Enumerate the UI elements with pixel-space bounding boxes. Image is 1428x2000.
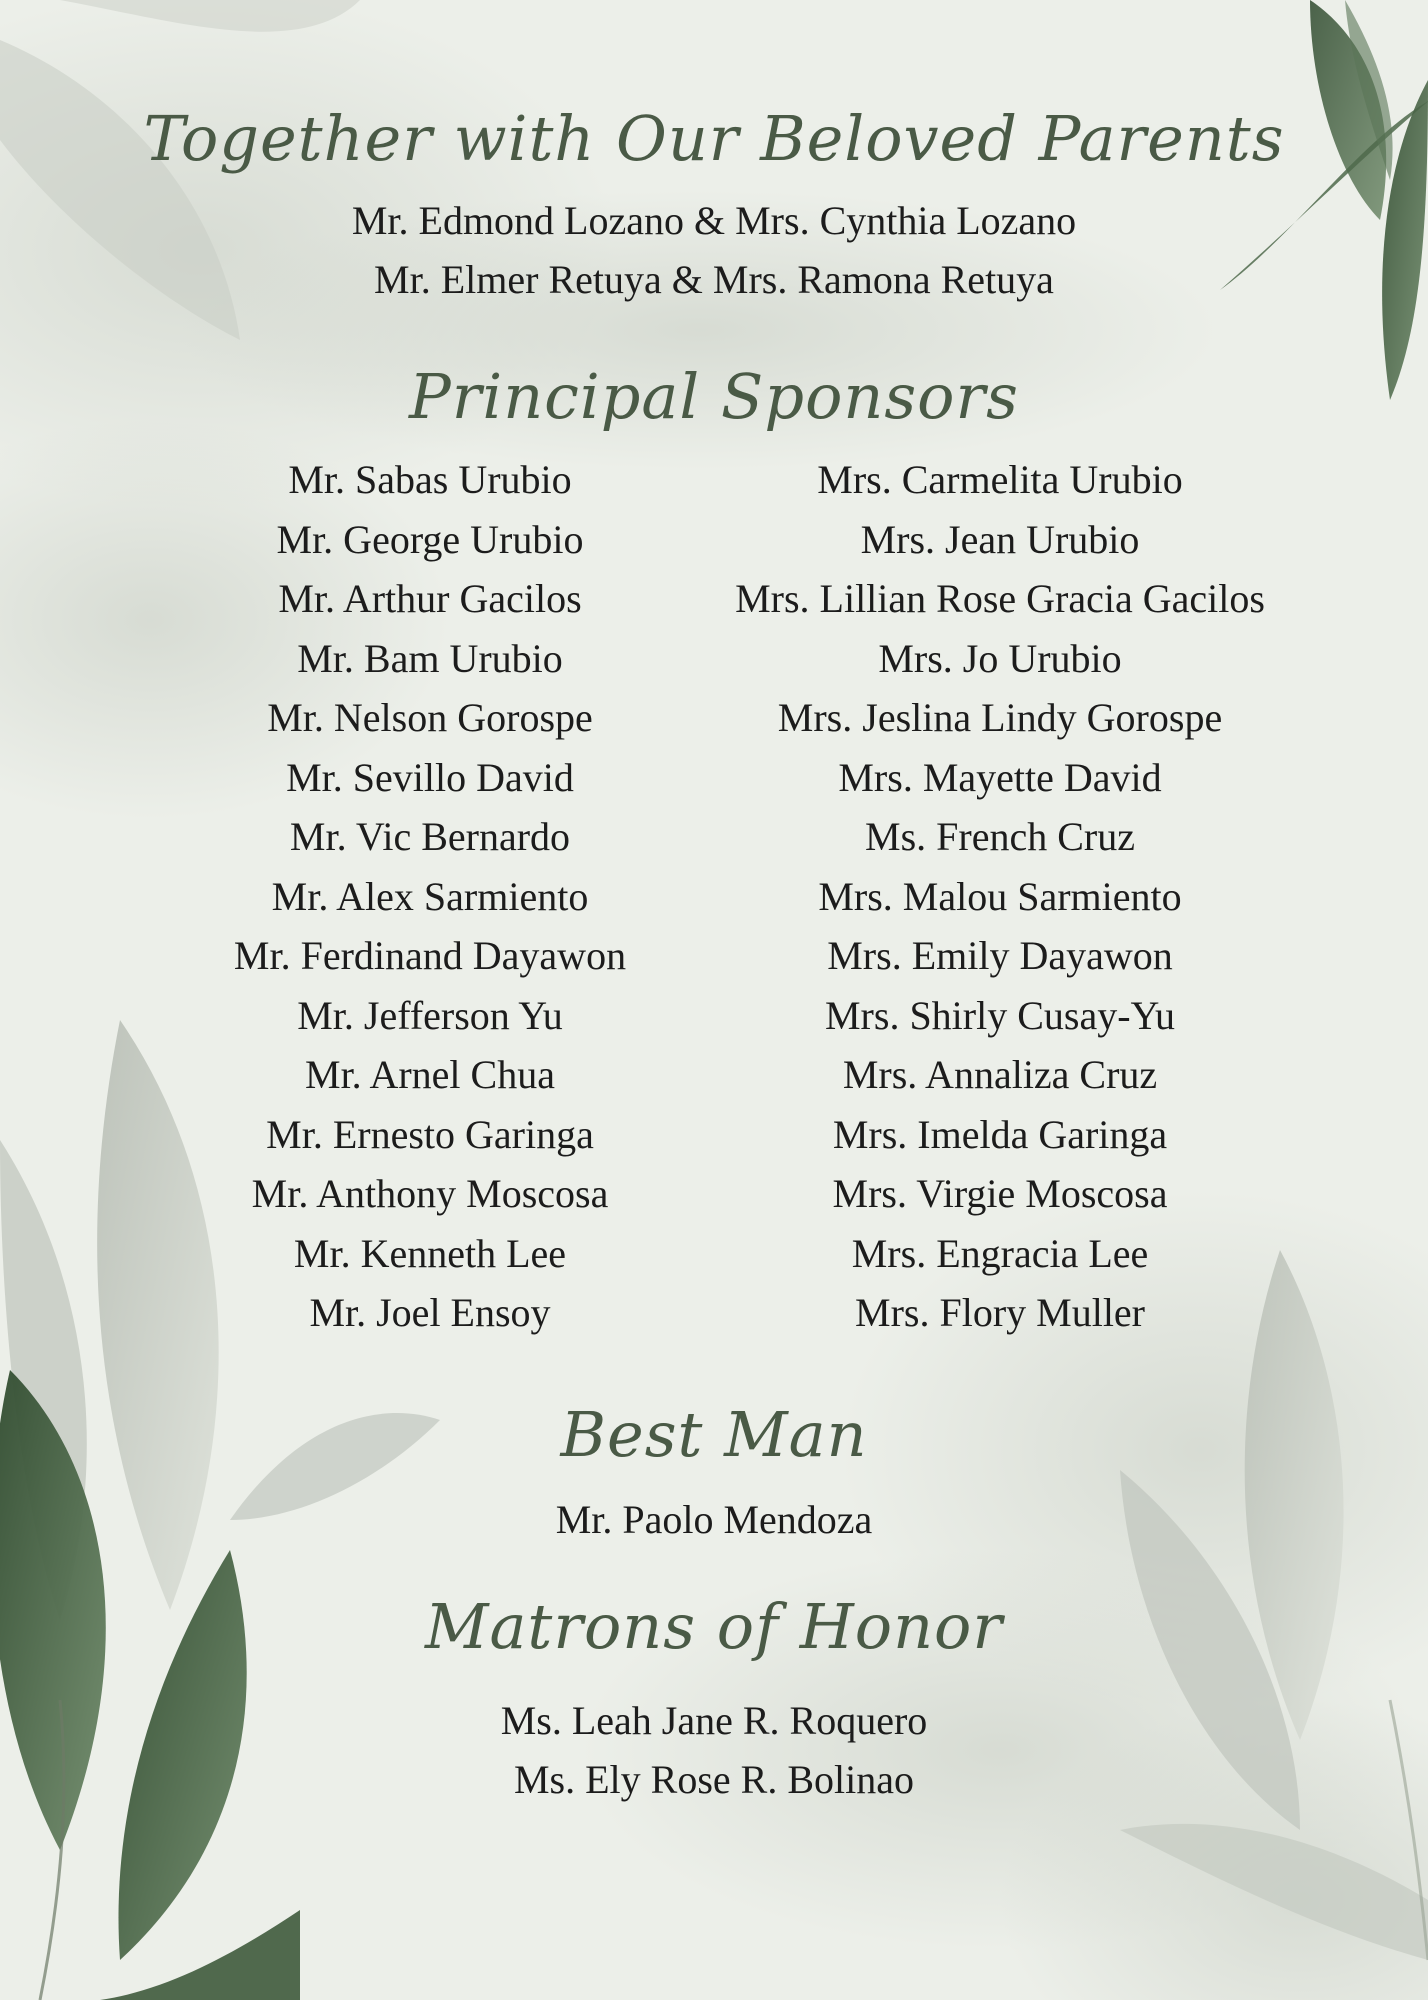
parents-line-2: Mr. Elmer Retuya & Mrs. Ramona Retuya bbox=[374, 257, 1054, 302]
sponsor-name: Mrs. Annaliza Cruz bbox=[842, 1052, 1158, 1097]
sponsors-heading: Principal Sponsors bbox=[409, 360, 1019, 433]
sponsor-name: Mr. Arthur Gacilos bbox=[278, 576, 582, 621]
matron-name-2: Ms. Ely Rose R. Bolinao bbox=[513, 1757, 915, 1802]
sponsor-name: Mr. Nelson Gorospe bbox=[267, 695, 593, 740]
sponsor-name: Mrs. Carmelita Urubio bbox=[817, 457, 1183, 502]
sponsor-name: Mrs. Mayette David bbox=[838, 754, 1162, 800]
sponsor-name: Mr. Anthony Moscosa bbox=[251, 1171, 609, 1216]
sponsor-name: Ms. French Cruz bbox=[865, 814, 1135, 859]
best-man-heading: Best Man bbox=[560, 1398, 868, 1471]
sponsor-name: Mrs. Imelda Garinga bbox=[832, 1111, 1168, 1157]
sponsor-name: Mr. Joel Ensoy bbox=[309, 1290, 551, 1335]
sponsor-name: Mr. Alex Sarmiento bbox=[271, 873, 589, 919]
sponsors-gentlemen-column bbox=[180, 452, 680, 1345]
sponsors-ladies-column bbox=[690, 452, 1310, 1345]
sponsor-name: Mr. Arnel Chua bbox=[305, 1052, 555, 1097]
sponsor-name: Mr. Vic Bernardo bbox=[289, 814, 571, 859]
sponsor-name: Mrs. Jean Urubio bbox=[860, 516, 1140, 562]
parents-heading: Together with Our Beloved Parents bbox=[143, 102, 1285, 175]
sponsor-name: Mr. Bam Urubio bbox=[297, 635, 563, 681]
sponsor-name: Mrs. Engracia Lee bbox=[851, 1230, 1149, 1276]
sponsor-name: Mr. Sabas Urubio bbox=[288, 457, 572, 502]
matrons-heading: Matrons of Honor bbox=[424, 1590, 1004, 1663]
sponsor-name: Mr. George Urubio bbox=[276, 516, 584, 562]
sponsor-name: Mr. Ernesto Garinga bbox=[266, 1111, 594, 1157]
sponsor-name: Mr. Kenneth Lee bbox=[293, 1230, 567, 1276]
parents-line-1: Mr. Edmond Lozano & Mrs. Cynthia Lozano bbox=[351, 198, 1077, 243]
sponsor-name: Mrs. Virgie Moscosa bbox=[832, 1171, 1168, 1216]
sponsor-name: Mrs. Emily Dayawon bbox=[827, 933, 1173, 978]
matron-name-1: Ms. Leah Jane R. Roquero bbox=[500, 1698, 928, 1743]
sponsor-name: Mr. Jefferson Yu bbox=[297, 992, 563, 1038]
sponsor-name: Mrs. Jeslina Lindy Gorospe bbox=[777, 695, 1223, 740]
sponsor-name: Mr. Sevillo David bbox=[286, 754, 574, 800]
best-man-name: Mr. Paolo Mendoza bbox=[555, 1497, 873, 1542]
sponsor-name: Mrs. Jo Urubio bbox=[878, 635, 1122, 681]
sponsor-name: Mrs. Flory Muller bbox=[855, 1290, 1145, 1335]
sponsor-name: Mr. Ferdinand Dayawon bbox=[233, 933, 627, 978]
sponsor-name: Mrs. Malou Sarmiento bbox=[818, 873, 1182, 919]
sponsor-name: Mrs. Shirly Cusay-Yu bbox=[824, 992, 1176, 1038]
sponsor-name: Mrs. Lillian Rose Gracia Gacilos bbox=[735, 576, 1265, 621]
